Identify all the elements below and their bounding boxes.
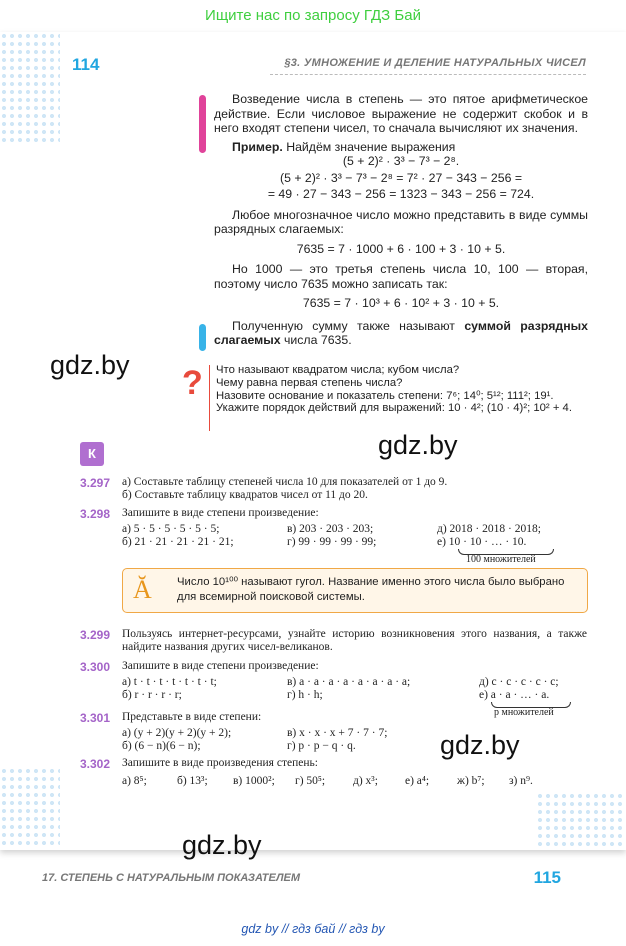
exercise-title: Запишите в виде степени произведение: <box>122 660 319 672</box>
theory-block <box>214 92 588 348</box>
exercise-number: 3.300 <box>80 660 111 674</box>
exercise-302 <box>122 757 587 788</box>
exercise-item: б) (6 − n)(6 − n); <box>122 740 201 752</box>
decor-dots <box>0 767 60 847</box>
note-text: Число 10¹⁰⁰ называют гугол. Название именно этого числа было выбрано для всемирной поисковой системы. <box>177 576 565 603</box>
exercise-number: 3.302 <box>80 757 111 771</box>
question: Что называют квадратом числа; кубом числа? <box>216 364 460 376</box>
decor-dots <box>536 792 626 850</box>
exercise-300 <box>122 660 587 702</box>
watermark: gdz.by <box>440 730 520 760</box>
brace-label: p множителей <box>494 707 554 718</box>
exercise-item: е) a · a · … · a. <box>479 689 550 701</box>
exercise-number: 3.298 <box>80 507 111 521</box>
formula: (5 + 2)² · 3³ − 7³ − 2⁸. <box>342 154 460 168</box>
formula: = 49 · 27 − 343 − 256 = 1323 − 343 − 256 = 724. <box>267 187 535 201</box>
exercise-item: д) c · c · c · c · c; <box>479 676 559 688</box>
exercise-item: з) n⁹. <box>509 775 533 787</box>
formula: 7635 = 7 · 10³ + 6 · 10² + 3 · 10 + 5. <box>302 296 500 310</box>
watermark: gdz.by <box>50 350 130 380</box>
review-questions <box>216 364 588 415</box>
exercise-item: е) 10 · 10 · … · 10. <box>437 536 527 548</box>
definition-text: числа 7635. <box>280 333 352 347</box>
exercise-item: б) 21 · 21 · 21 · 21 · 21; <box>122 536 234 548</box>
question: Чему равна первая степень числа? <box>216 376 403 389</box>
footer-links[interactable]: gdz by // гдз бай // гдз by <box>0 912 626 946</box>
theory-paragraph: Но 1000 — это третья степень числа 10, 100 — вторая, поэтому число 7635 можно записать так: <box>214 262 588 291</box>
example-line <box>214 140 588 155</box>
question-bar <box>209 365 210 431</box>
exercise-item: б) 13³; <box>177 775 208 787</box>
exercise-title: Представьте в виде степени: <box>122 711 262 723</box>
theory-paragraph: Любое многозначное число можно представить в виде суммы разрядных слагаемых: <box>214 207 588 236</box>
exercise-item: в) 203 · 203 · 203; <box>287 523 374 535</box>
top-banner[interactable]: Ищите нас по запросу ГДЗ Бай <box>0 0 626 32</box>
letter-a-icon: Ă <box>133 575 152 604</box>
exercise-item: в) 1000²; <box>233 775 275 787</box>
exercise-item: в) a · a · a · a · a · a · a · a; <box>287 676 411 688</box>
running-head: §3. УМНОЖЕНИЕ И ДЕЛЕНИЕ НАТУРАЛЬНЫХ ЧИСЕЛ <box>284 57 586 69</box>
example-text: Найдём значение выражения <box>282 139 456 154</box>
decor-dots <box>0 32 60 142</box>
exercise-item: в) x · x · x + 7 · 7 · 7; <box>287 727 388 739</box>
exercise-item: а) t · t · t · t · t · t · t; <box>122 676 217 688</box>
exercise-item: а) Составьте таблицу степеней числа 10 для показателей от 1 до 9. <box>122 476 448 488</box>
brace-label: 100 множителей <box>466 554 536 565</box>
question: Назовите основание и показатель степени: 7⁶; 14⁰; 5¹²; 111²; 19¹. <box>216 389 554 402</box>
definition-term: суммой разрядных слагаемых <box>214 318 589 347</box>
exercise-item: б) r · r · r · r; <box>122 689 182 701</box>
divider <box>270 74 586 75</box>
exercise-number: 3.297 <box>80 476 111 490</box>
note-box <box>122 568 588 613</box>
exercise-item: е) a⁴; <box>405 775 430 787</box>
exercise-297 <box>122 476 587 502</box>
exercise-item: г) h · h; <box>287 689 323 701</box>
definition-text: Полученную сумму также называют <box>232 318 465 333</box>
theory-paragraph: Возведение числа в степень — это пятое арифметическое действие. Если числовое выражение не содержит скобок и в него входят степени чисел, то сначала вычисляют их значения. <box>214 92 588 135</box>
watermark: gdz.by <box>378 430 458 460</box>
exercise-item: г) 99 · 99 · 99 · 99; <box>287 536 377 548</box>
highlight-bar <box>199 324 206 351</box>
exercise-item: д) 2018 · 2018 · 2018; <box>437 523 541 535</box>
k-badge-icon: К <box>80 442 104 466</box>
exercise-item: г) p · p − q · q. <box>287 740 356 752</box>
highlight-bar <box>199 95 206 153</box>
exercise-299: Пользуясь интернет-ресурсами, узнайте историю возникновения этого названия, а также найдите названия других чисел-великанов. <box>122 628 587 653</box>
exercise-title: Запишите в виде произведения степень: <box>122 757 318 769</box>
exercise-number: 3.299 <box>80 628 111 642</box>
question: Укажите порядок действий для выражений: 10 · 4²; (10 · 4)²; 10² + 4. <box>216 402 572 415</box>
definition <box>214 319 588 348</box>
exercise-item: а) 5 · 5 · 5 · 5 · 5 · 5; <box>122 523 220 535</box>
exercise-item: д) x³; <box>353 775 378 787</box>
exercise-298 <box>122 507 587 549</box>
exercise-item: ж) b⁷; <box>457 775 485 787</box>
watermark: gdz.by <box>182 830 262 860</box>
exercise-title: Запишите в виде степени произведение: <box>122 507 319 519</box>
exercise-number: 3.301 <box>80 711 111 725</box>
formula: (5 + 2)² · 3³ − 7³ − 2⁸ = 7² · 27 − 343 − 256 = <box>279 170 523 185</box>
exercise-item: г) 50⁵; <box>295 775 326 787</box>
next-page-running-head: 17. СТЕПЕНЬ С НАТУРАЛЬНЫМ ПОКАЗАТЕЛЕМ <box>42 872 301 884</box>
page-number: 114 <box>72 55 100 74</box>
exercise-item: б) Составьте таблицу квадратов чисел от 11 до 20. <box>122 489 368 501</box>
exercise-item: а) 8⁵; <box>122 775 147 787</box>
next-page-number: 115 <box>533 868 561 887</box>
textbook-page <box>0 32 626 860</box>
example-label: Пример. <box>232 139 283 154</box>
question-mark-icon: ? <box>182 364 203 402</box>
formula: 7635 = 7 · 1000 + 6 · 100 + 3 · 10 + 5. <box>296 241 506 256</box>
exercise-item: а) (y + 2)(y + 2)(y + 2); <box>122 727 232 739</box>
